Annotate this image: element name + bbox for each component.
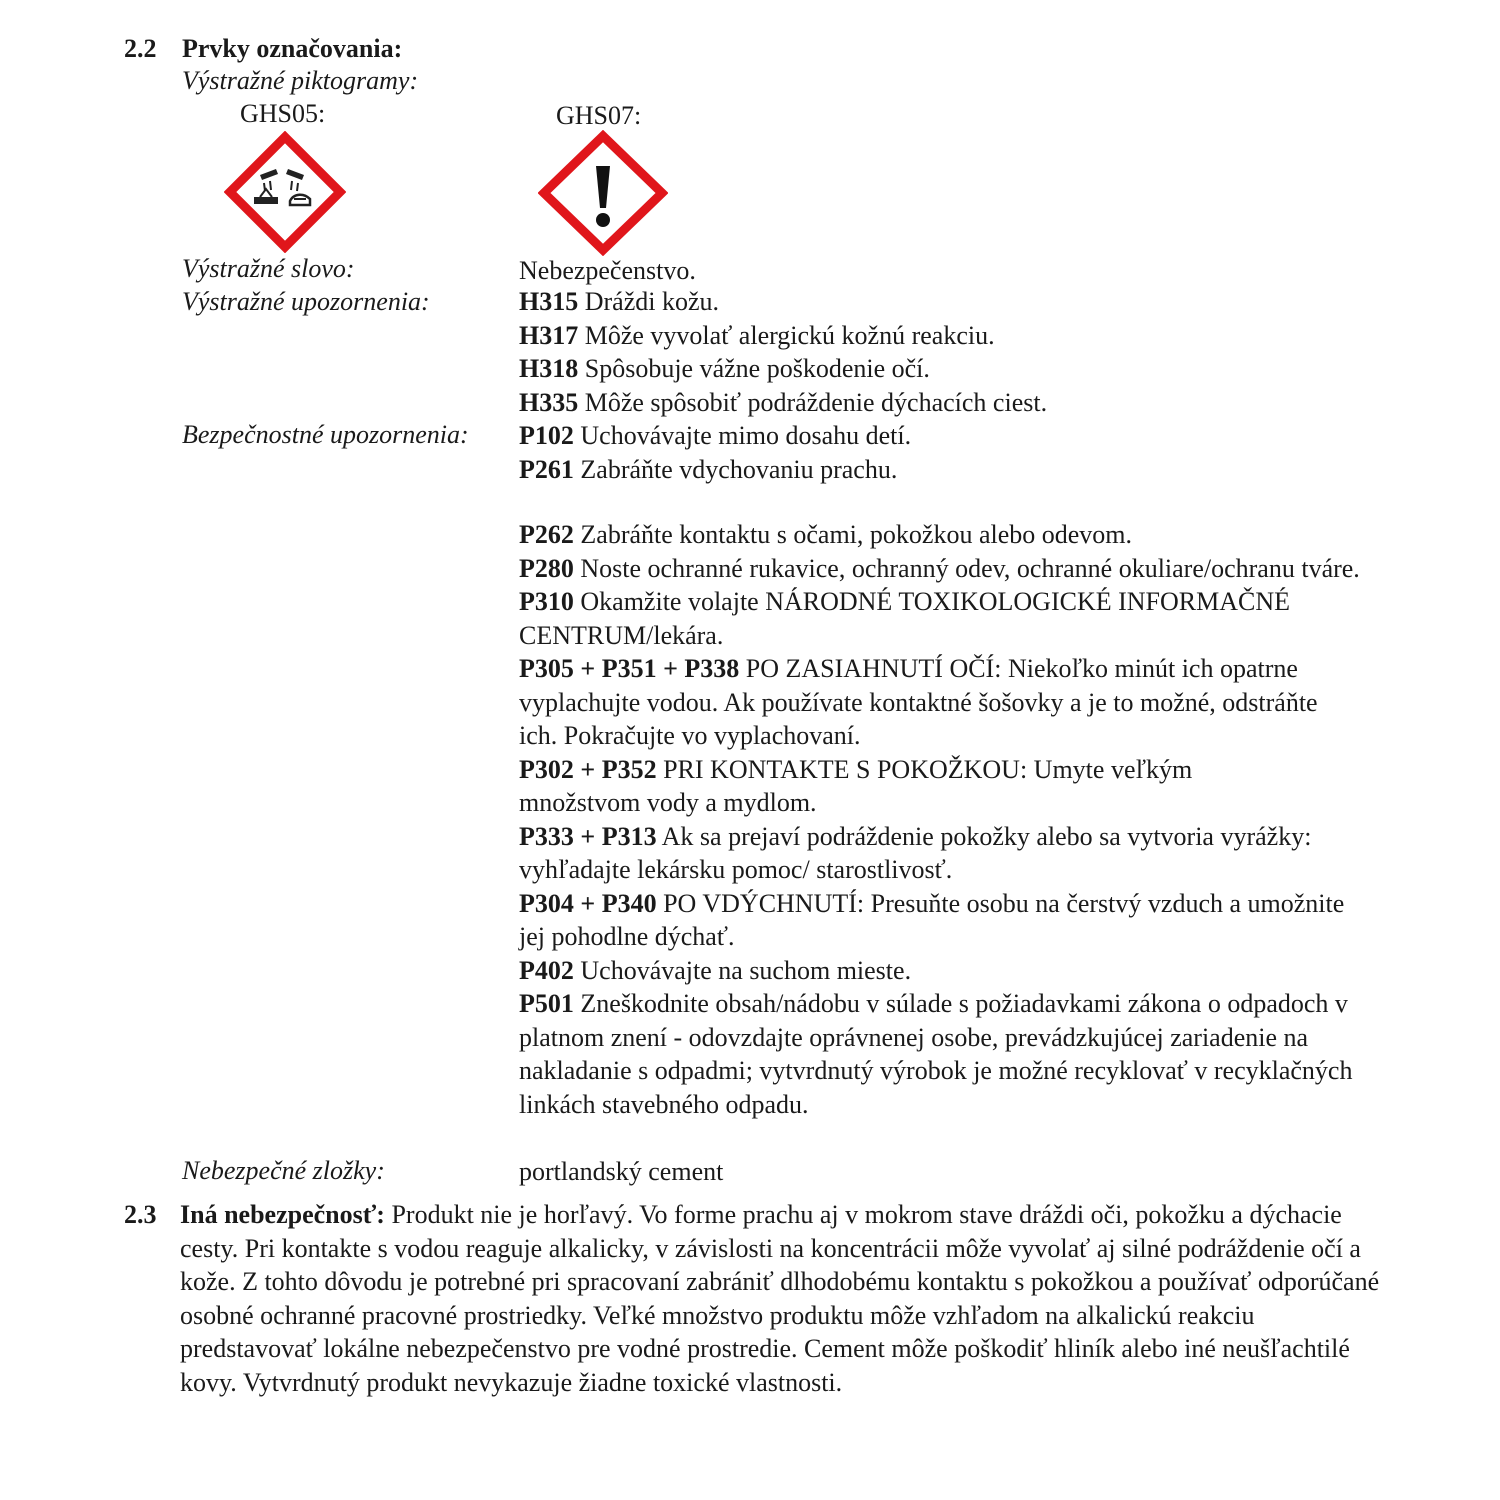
precaution-statement: P261 Zabráňte vdychovaniu prachu. [519, 454, 898, 484]
ghs07-label: GHS07: [556, 101, 642, 130]
other-hazards-text: Produkt nie je horľavý. Vo forme prachu aj v mokrom stave dráždi oči, pokožku a dýchacie cesty. Pri kontakte s vodou reaguje alkalicky, v závislosti na koncentrácii môže vyvolať aj silné podráždenie očí a kože. Z tohto dôvodu je potrebné pri spracovaní zabrániť dlhodobému kontaktu s pokožkou a používať odporúčané osobné ochranné pracovné prostriedky. Veľké množstvo produktu môže vzhľadom na alkalickú reakciu predstavovať lokálne nebezpečenstvo pre vodné prostredie. Cement môže poškodiť hliník alebo iné neušľachtilé kovy. Vytvrdnutý produkt nevykazuje žiadne toxické vlastnosti. [180, 1200, 1380, 1397]
corrosion-icon [224, 131, 346, 253]
precaution-statement: P102 Uchovávajte mimo dosahu detí. [519, 421, 912, 450]
precaution-statement: P302 + P352 PRI KONTAKTE S POKOŽKOU: Umyte veľkým množstvom vody a mydlom. [519, 754, 1193, 817]
hazard-statement: H335 Môže spôsobiť podráždenie dýchacích ciest. [519, 387, 1048, 417]
precaution-statement: P304 + P340 PO VDÝCHNUTÍ: Presuňte osobu na čerstvý vzduch a umožnite jej pohodlne dýchať. [519, 888, 1345, 951]
precaution-statements-b [519, 518, 1399, 1121]
precaution-label: Bezpečnostné upozornenia: [182, 420, 469, 449]
components-label: Nebezpečné zložky: [182, 1156, 385, 1185]
section-number: 2.2 [124, 34, 157, 63]
precaution-statement: P402 Uchovávajte na suchom mieste. [519, 955, 912, 985]
hazard-statements [519, 285, 1399, 419]
exclamation-icon [538, 130, 668, 256]
precaution-statement: P262 Zabráňte kontaktu s očami, pokožkou alebo odevom. [519, 520, 1133, 549]
signal-word-label: Výstražné slovo: [182, 254, 355, 283]
pictograms-label: Výstražné piktogramy: [182, 66, 419, 95]
hazard-label: Výstražné upozornenia: [182, 287, 430, 316]
section-title: Prvky označovania: [182, 34, 403, 63]
precaution-statement: P305 + P351 + P338 PO ZASIAHNUTÍ OČÍ: Niekoľko minút ich opatrne vyplachujte vodou. Ak používate kontaktné šošovky a je to možné, odstráňte ich. Pokračujte vo vyplachovaní. [519, 654, 1318, 750]
hazard-statement: H317 Môže vyvolať alergickú kožnú reakciu. [519, 320, 995, 350]
components-value: portlandský cement [519, 1157, 724, 1186]
signal-word: Nebezpečenstvo. [519, 256, 696, 285]
precaution-statement: P280 Noste ochranné rukavice, ochranný odev, ochranné okuliare/ochranu tváre. [519, 553, 1360, 583]
hazard-statement: H318 Spôsobuje vážne poškodenie očí. [519, 354, 930, 383]
precaution-statement: P501 Zneškodnite obsah/nádobu v súlade s požiadavkami zákona o odpadoch v platnom znení - odovzdajte oprávnenej osobe, prevádzkujúcej zariadenie na nakladanie s odpadmi; vytvrdnutý výrobok je možné recyklovať v recyklačných linkách stavebného odpadu. [519, 989, 1353, 1119]
other-hazards-paragraph [180, 1198, 1395, 1399]
hazard-statement: H315 Dráždi kožu. [519, 287, 720, 316]
precaution-statement: P333 + P313 Ak sa prejaví podráždenie pokožky alebo sa vytvoria vyrážky: vyhľadajte lekársku pomoc/ starostlivosť. [519, 821, 1312, 884]
section-number: 2.3 [124, 1200, 157, 1229]
precaution-statements-a [519, 419, 1399, 486]
precaution-statement: P310 Okamžite volajte NÁRODNÉ TOXIKOLOGICKÉ INFORMAČNÉ CENTRUM/lekára. [519, 587, 1291, 650]
ghs05-label: GHS05: [240, 99, 326, 128]
section-title: Iná nebezpečnosť: [180, 1200, 385, 1229]
